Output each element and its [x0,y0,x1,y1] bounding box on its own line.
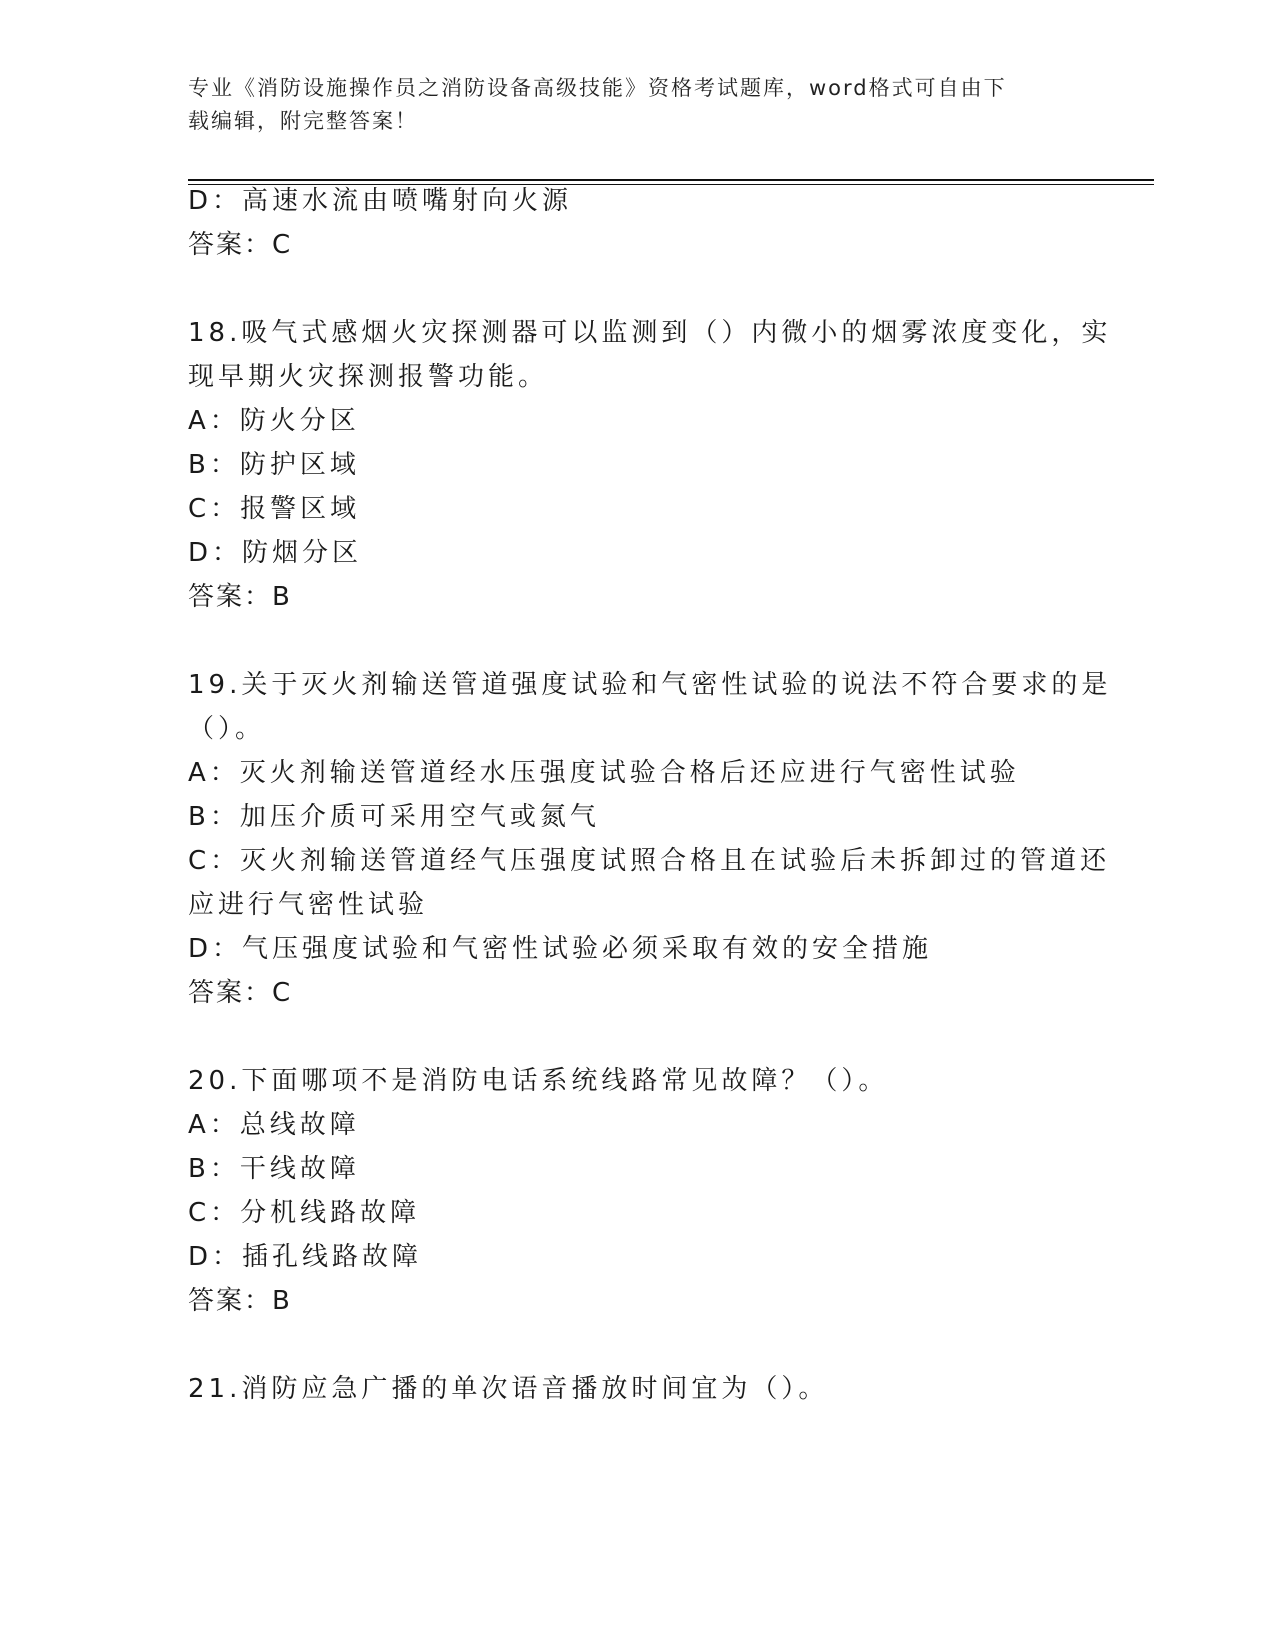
q18-answer: 答案：B [188,582,292,612]
header-line-1: 专业《消防设施操作员之消防设备高级技能》资格考试题库，word格式可自由下 [188,76,1007,100]
prev-question-option-d: D：高速水流由喷嘴射向火源 [188,186,573,216]
q19-stem-line-2: （）。 [188,714,266,744]
q19-option-a: A：灭火剂输送管道经水压强度试验合格后还应进行气密性试验 [188,758,1020,788]
header-line-2: 载编辑，附完整答案！ [188,109,418,133]
document-header [188,72,1068,138]
q18-option-a: A：防火分区 [188,406,360,436]
q18-option-b: B：防护区域 [188,450,360,480]
q19-option-c-line-2: 应进行气密性试验 [188,890,429,920]
q18-option-c: C：报警区域 [188,494,361,524]
q20-answer: 答案：B [188,1286,292,1316]
q19-option-b: B：加压介质可采用空气或氮气 [188,802,600,832]
q20-option-c: C：分机线路故障 [188,1198,421,1228]
q20-stem: 20.下面哪项不是消防电话系统线路常见故障？（）。 [188,1066,889,1096]
q19-answer: 答案：C [188,978,293,1008]
q20-option-b: B：干线故障 [188,1154,360,1184]
q18-option-d: D：防烟分区 [188,538,363,568]
q18-stem-line-1: 18.吸气式感烟火灾探测器可以监测到（）内微小的烟雾浓度变化，实 [188,318,1112,348]
q19-stem-line-1: 19.关于灭火剂输送管道强度试验和气密性试验的说法不符合要求的是 [188,670,1112,700]
q19-option-d: D：气压强度试验和气密性试验必须采取有效的安全措施 [188,934,933,964]
q21-stem: 21.消防应急广播的单次语音播放时间宜为（）。 [188,1374,829,1404]
prev-question-answer: 答案：C [188,230,293,260]
q19-option-c-line-1: C：灭火剂输送管道经气压强度试照合格且在试验后未拆卸过的管道还 [188,846,1111,876]
q20-option-d: D：插孔线路故障 [188,1242,423,1272]
q20-option-a: A：总线故障 [188,1110,360,1140]
q18-stem-line-2: 现早期火灾探测报警功能。 [188,362,549,392]
